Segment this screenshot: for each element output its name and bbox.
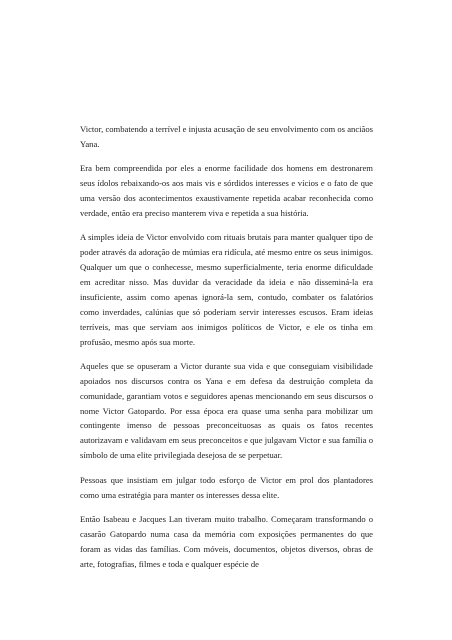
paragraph-1: Victor, combatendo a terrível e injusta acusação de seu envolvimento com os anciãos Yana. — [80, 124, 373, 149]
paragraph-2: Era bem compreendida por eles a enorme facilidade dos homens em destronarem seus ídolos rebaixando-os aos mais vis e sórdidos interesses e vícios e o fato de que uma versão dos acontecimentos exaustivamente repetida acabar reconhecida como verdade, então era preciso manterem viva e repetida a sua história. — [80, 163, 373, 218]
paragraph-6: Então Isabeau e Jacques Lan tiveram muito trabalho. Começaram transformando o casarão Gatopardo numa casa da memória com exposições permanentes do que foram as vidas das famílias. Com móveis, documentos, objetos diversos, obras de arte, fotografias, filmes e toda e qualquer espécie de — [80, 513, 373, 569]
paragraph-5: Pessoas que insistiam em julgar todo esforço de Victor em prol dos plantadores como uma estratégia para manter os interesses dessa elite. — [80, 474, 373, 500]
paragraph-4: Aqueles que se opuseram a Victor durante sua vida e que conseguiam visibilidade apoiados nos discursos contra os Yana e em defesa da destruição completa da comunidade, garantiam votos e seguidores apenas mencionando em seus discursos o nome Victor Gatopardo. Por essa época era quase uma senha para mobilizar um contingente imenso de pessoas preconceituosas as quais os fatos recentes autorizavam e validavam em seus preconceitos e que julgavam Victor e sua família o símbolo de uma elite privilegiada desejosa de se perpetuar. — [80, 360, 373, 461]
paragraph-3: A simples ideia de Victor envolvido com rituais brutais para manter qualquer tipo de poder através da adoração de múmias era ridícula, até mesmo entre os seus inimigos. Qualquer um que o conhecesse, mesmo superficialmente, teria enorme dificuldade em acreditar nisso. Mas duvidar da veracidade da ideia e não disseminá-la era insuficiente, assim como apenas ignorá-la sem, contudo, combater os falatórios como inverdades, calúnias que só poderiam servir interesses escusos. Eram ideias terríveis, mas que serviam aos inimigos políticos de Victor, e ele os tinha em profusão, mesmo após sua morte. — [80, 232, 373, 347]
